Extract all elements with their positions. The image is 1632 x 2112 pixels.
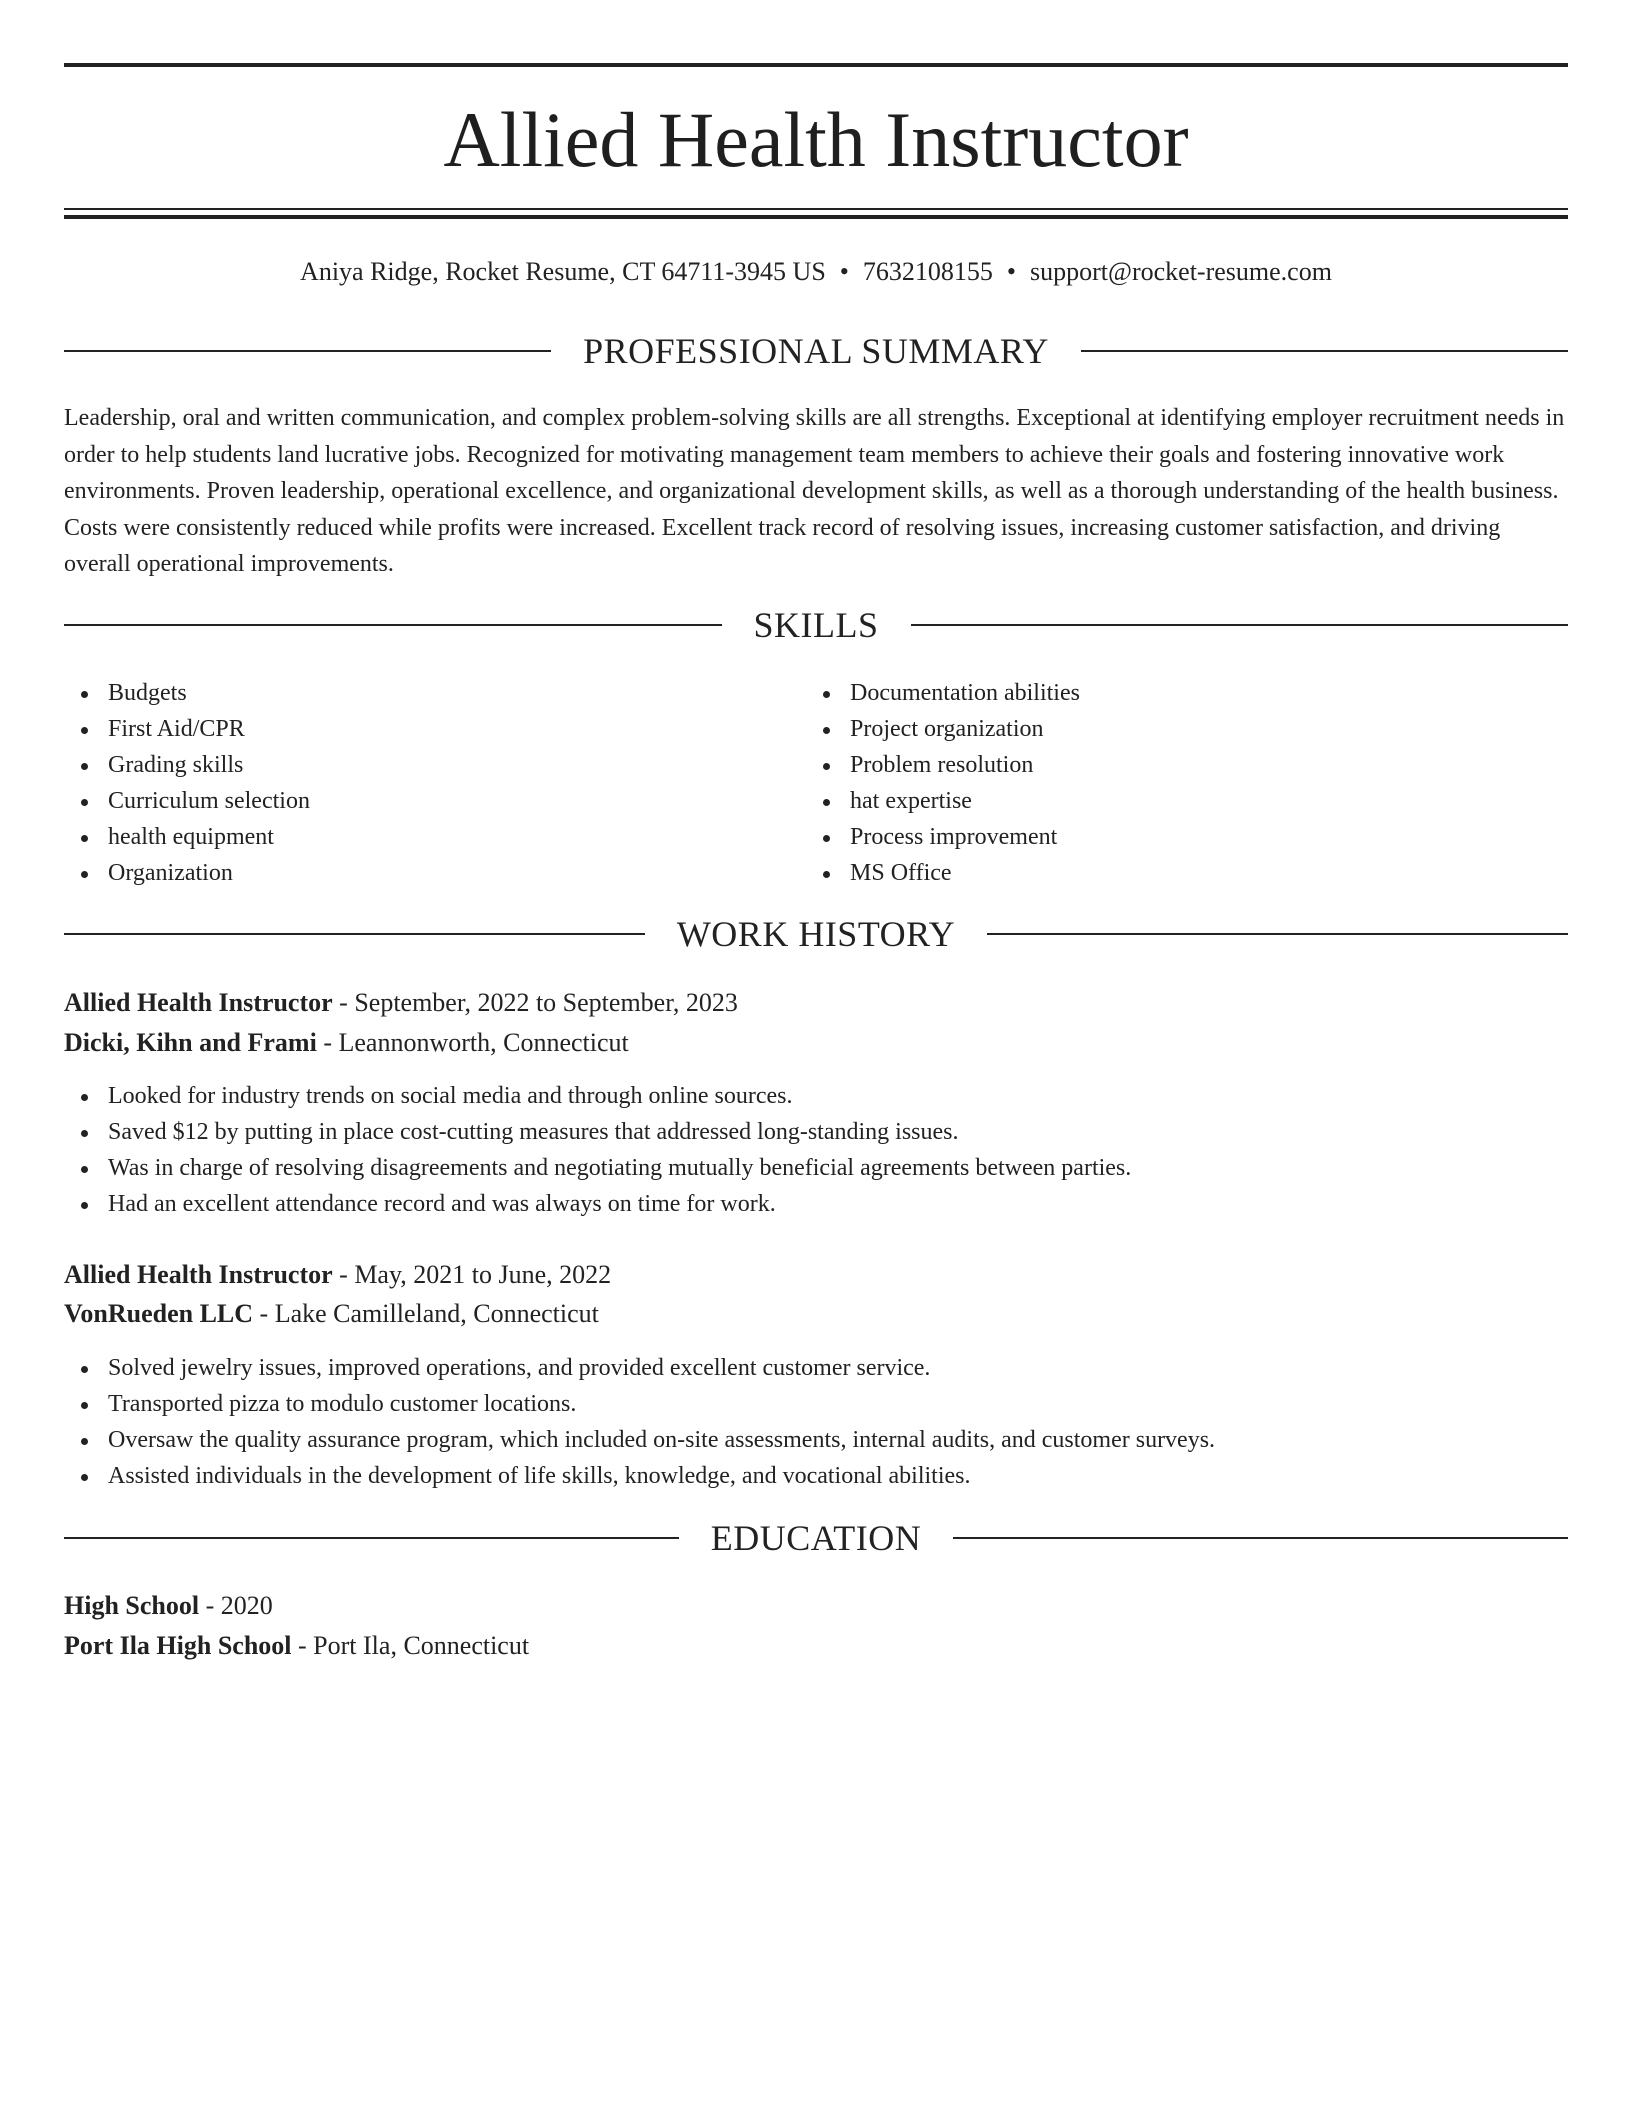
heading-rule-right [953,1537,1568,1539]
education-school-line [64,1626,1568,1666]
education-degree: High School [64,1591,200,1620]
job-title: Allied Health Instructor [64,1260,333,1289]
skill-item: Process improvement [806,819,1548,855]
job-bullet: Oversaw the quality assurance program, which included on-site assessments, internal audits, and customer surveys. [64,1422,1568,1458]
section-heading-label: WORK HISTORY [676,914,956,954]
job-bullet: Assisted individuals in the development of life skills, knowledge, and vocational abilities. [64,1458,1568,1494]
job-bullet: Looked for industry trends on social media and through online sources. [64,1078,1568,1114]
job-bullet: Was in charge of resolving disagreements and negotiating mutually beneficial agreements between parties. [64,1150,1568,1186]
contact-separator: • [839,257,849,286]
job-bullets [64,1350,1568,1494]
contact-phone: 7632108155 [862,257,993,286]
contact-email: support@rocket-resume.com [1030,257,1332,286]
skill-item: MS Office [806,855,1548,891]
skill-item: Organization [64,855,806,891]
education-degree-line [64,1586,1568,1626]
skill-item: Project organization [806,711,1548,747]
resume-title: Allied Health Instructor [443,96,1189,183]
job-bullet: Had an excellent attendance record and was always on time for work. [64,1186,1568,1222]
skill-item: Grading skills [64,747,806,783]
job-company-line [64,1294,1568,1334]
skill-item: First Aid/CPR [64,711,806,747]
contact-line [64,252,1568,292]
job-dates: - May, 2021 to June, 2022 [332,1260,612,1289]
job-bullets [64,1078,1568,1222]
heading-rule-left [64,933,645,935]
section-heading-skills [64,601,1568,649]
job-title-line [64,983,1568,1023]
section-heading-work [64,910,1568,958]
skill-item: Documentation abilities [806,675,1548,711]
heading-rule-left [64,624,722,626]
job-bullet: Solved jewelry issues, improved operations, and provided excellent customer service. [64,1350,1568,1386]
job-location: - Lake Camilleland, Connecticut [253,1299,599,1328]
section-heading-summary [64,327,1568,375]
heading-rule-right [987,933,1568,935]
skills-column-left [64,675,806,891]
heading-rule-right [911,624,1569,626]
skill-item: hat expertise [806,783,1548,819]
section-heading-label: EDUCATION [710,1518,922,1558]
skill-item: Problem resolution [806,747,1548,783]
education-school: Port Ila High School [64,1631,292,1660]
skill-item: Curriculum selection [64,783,806,819]
skills-column-right [806,675,1548,891]
contact-separator: • [1006,257,1017,286]
heading-rule-left [64,350,551,352]
contact-address: Aniya Ridge, Rocket Resume, CT 64711-3945 US [300,257,826,286]
section-heading-education [64,1514,1568,1562]
education-location: - Port Ila, Connecticut [291,1631,530,1660]
header-top-rule [64,63,1568,67]
header-bottom-rule-thin [64,208,1568,210]
job-location: - Leannonworth, Connecticut [316,1028,629,1057]
job-title-line [64,1255,1568,1295]
heading-rule-left [64,1537,679,1539]
heading-rule-right [1081,350,1568,352]
header-bottom-rule-thick [64,215,1568,219]
job-title: Allied Health Instructor [64,988,333,1017]
education-year: - 2020 [199,1591,273,1620]
skill-item: health equipment [64,819,806,855]
skill-item: Budgets [64,675,806,711]
section-heading-label: SKILLS [753,605,879,645]
job-company-line [64,1023,1568,1063]
job-company: Dicki, Kihn and Frami [64,1028,317,1057]
summary-text: Leadership, oral and written communication, and complex problem-solving skills are all strengths. Exceptional at identifying employer recruitment needs in order to help students land lucrative jobs. Recognized for motivating management team members to achieve their goals and fostering innovative work environments. Proven leadership, operational excellence, and organizational development skills, as well as a thorough understanding of the health business. Costs were consistently reduced while profits were increased. Excellent track record of resolving issues, increasing customer satisfaction, and driving overall operational improvements. [64,405,1565,577]
job-dates: - September, 2022 to September, 2023 [332,988,738,1017]
job-bullet: Saved $12 by putting in place cost-cutting measures that addressed long-standing issues. [64,1114,1568,1150]
job-company: VonRueden LLC [64,1299,254,1328]
job-bullet: Transported pizza to modulo customer locations. [64,1386,1568,1422]
section-heading-label: PROFESSIONAL SUMMARY [583,331,1049,371]
skills-list [64,675,1568,891]
